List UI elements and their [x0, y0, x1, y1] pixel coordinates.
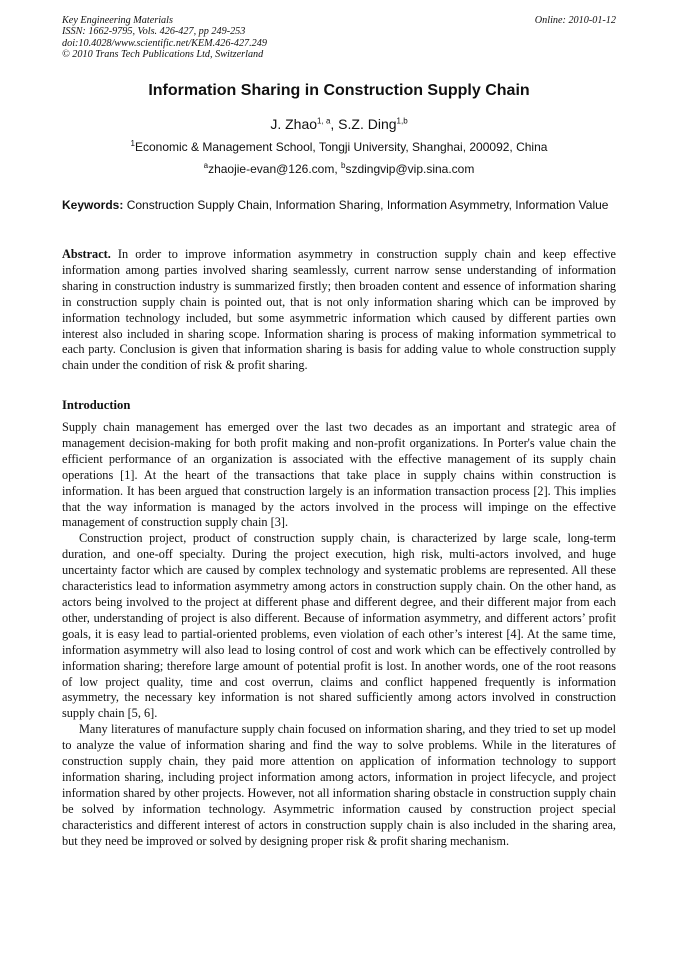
- email-address: szdingvip@vip.sina.com: [345, 162, 475, 176]
- online-date: Online: 2010-01-12: [534, 15, 616, 26]
- email-address: zhaojie-evan@126.com,: [208, 162, 341, 176]
- paper-title: Information Sharing in Construction Supply Chain: [148, 82, 530, 99]
- author-emails: [0, 162, 678, 176]
- author-superscript: 1,b: [396, 116, 408, 126]
- author-separator: ,: [330, 116, 339, 132]
- affiliation-text: Economic & Management School, Tongji University, Shanghai, 200092, China: [134, 140, 548, 154]
- author-line: [0, 116, 678, 132]
- doi-line: doi:10.4028/www.scientific.net/KEM.426-427.249: [62, 37, 267, 49]
- affiliation-superscript: 1: [130, 139, 135, 148]
- author-superscript: 1, a: [317, 116, 331, 126]
- email-superscript: b: [341, 161, 346, 170]
- copyright-line: © 2010 Trans Tech Publications Ltd, Switzerland: [62, 49, 264, 61]
- abstract-label: Abstract.: [62, 247, 111, 261]
- affiliation: [0, 140, 678, 154]
- paragraph: Construction project, product of construction supply chain, is characterized by large scale, long-term duration, and one-off specialty. During the project execution, high risk, multi-actors involved, and huge uncertainty factor which are caused by complex technology and systematic problems are represented. All these characteristics lead to information asymmetry among actors in construction supply chain. On the other hand, as actors being involved to the project at different phase and different degree, and their different major from each other, understanding of project is also different. Because of information asymmetry, and different actors’ profit goals, it is easy lead to partial-oriented problems, even violation of each other’s interest [4]. At the same time, information asymmetry will also lead to losing control of cost and work which can be effectively controlled by information sharing; therefore large amount of potential profit is lost. In another words, one of the root reasons of low project quality, time and cost overrun, claims and conflict happened frequently is information asymmetry, the necessary key information is not shared sufficiently among actors involved in construction supply chain [5, 6].: [62, 531, 616, 721]
- abstract-text: In order to improve information asymmetry in construction supply chain and keep effective information among parties involved sharing seamlessly, current narrow sense understanding of information sharing in construction industry is summarized firstly; then broaden content and essence of information sharing in construction supply chain is pointed out, that is not only information sharing which can be improved by information technology included, but some asymmetric information which caused by different parties own interest also included in sharing scope. Information sharing is process of making information symmetrical to each party. Conclusion is given that information sharing is basis for adding value to whole construction supply chain under the condition of risk & profit sharing.: [62, 247, 616, 373]
- author-name: S.Z. Ding: [338, 116, 397, 132]
- keywords: [62, 198, 616, 213]
- journal-name: Key Engineering Materials: [62, 15, 173, 26]
- section-heading: Introduction: [62, 398, 131, 412]
- paragraph: Many literatures of manufacture supply chain focused on information sharing, and they tried to set up model to analyze the value of information sharing and find the way to solve problems. While in the literatures of construction supply chain, they paid more attention on application of information technology to support information sharing, including project information among actors, information in project lifecycle, and project information shared by other projects. However, not all information sharing obstacle in construction supply chain be solved by information technology. Asymmetric information caused by construction project special characteristics and different interest of actors in construction supply chain is also included in the sharing area, but they need be improved or solved by designing proper risk & profit sharing mechanism.: [62, 722, 616, 848]
- author-name: J. Zhao: [270, 116, 318, 132]
- abstract: [62, 247, 616, 374]
- keywords-text: Construction Supply Chain, Information Sharing, Information Asymmetry, Information Value: [123, 198, 609, 212]
- keywords-label: Keywords:: [62, 198, 124, 212]
- publication-header: [62, 15, 616, 61]
- introduction-body: [62, 420, 616, 849]
- issn-line: ISSN: 1662-9795, Vols. 426-427, pp 249-253: [62, 26, 246, 38]
- paragraph: Supply chain management has emerged over the last two decades as an important and strategic area of management decision-making for both profit making and non-profit organizations. In Porter's value chain the efficient performance of an organization is associated with the effective management of its supply chain operations [1]. At the heart of the transactions that take place in supply chains within construction is information. It has been argued that construction largely is an information transaction process [2]. This implies that the way information is managed by the actors involved in the process will impinge on the effective management of construction supply chain [3].: [62, 420, 616, 530]
- email-superscript: a: [203, 161, 209, 170]
